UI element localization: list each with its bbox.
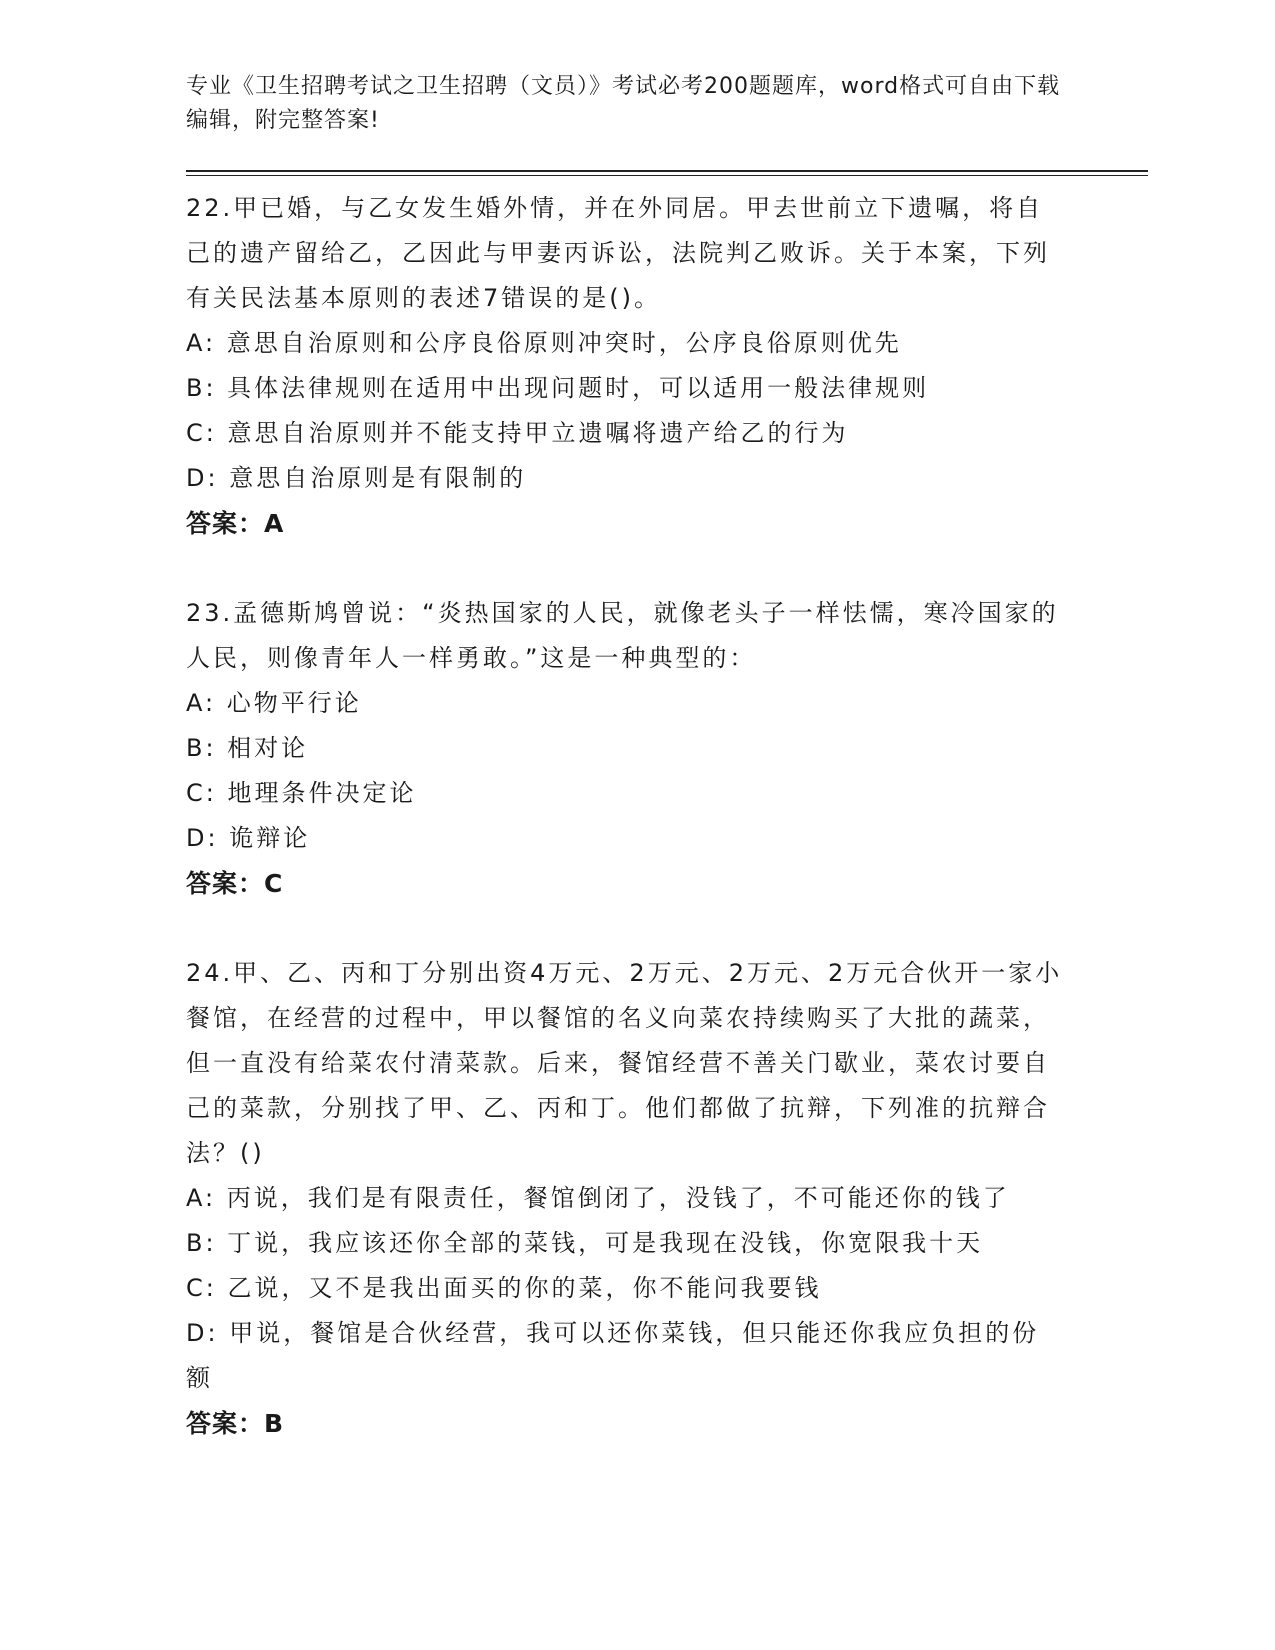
option-d: D: 意思自治原则是有限制的 [186,464,527,492]
option-d: D: 诡辩论 [186,824,311,852]
question-24 [186,951,1066,1446]
question-stem: 24.甲、乙、丙和丁分别出资4万元、2万元、2万元、2万元合伙开一家小餐馆，在经营的过程中，甲以餐馆的名义向菜农持续购买了大批的蔬菜，但一直没有给菜农付清菜款。后来，餐馆经营不善关门歇业，菜农讨要自己的菜款，分别找了甲、乙、丙和丁。他们都做了抗辩，下列准的抗辩合法？() [186,959,1063,1167]
document-page [186,70,1146,1446]
option-b: B: 丁说，我应该还你全部的菜钱，可是我现在没钱，你宽限我十天 [186,1229,984,1257]
option-a: A: 丙说，我们是有限责任，餐馆倒闭了，没钱了，不可能还你的钱了 [186,1184,1010,1212]
answer: 答案：A [186,509,285,538]
option-c: C: 意思自治原则并不能支持甲立遗嘱将遗产给乙的行为 [186,419,849,447]
question-stem: 22.甲已婚，与乙女发生婚外情，并在外同居。甲去世前立下遗嘱，将自己的遗产留给乙，乙因此与甲妻丙诉讼，法院判乙败诉。关于本案，下列有关民法基本原则的表述7错误的是()。 [186,194,1050,312]
answer: 答案：C [186,869,284,898]
option-c: C: 乙说，又不是我出面买的你的菜，你不能问我要钱 [186,1274,822,1302]
option-c: C: 地理条件决定论 [186,779,417,807]
spacer [186,546,1146,591]
option-b: B: 具体法律规则在适用中出现问题时，可以适用一般法律规则 [186,374,930,402]
question-stem: 23.孟德斯鸠曾说：“炎热国家的人民，就像老头子一样怯懦，寒冷国家的人民，则像青年人一样勇敢。”这是一种典型的： [186,599,1059,672]
header-divider [186,170,1148,176]
option-a: A: 心物平行论 [186,689,362,717]
option-b: B: 相对论 [186,734,309,762]
question-22 [186,186,1066,546]
spacer [186,906,1146,951]
document-header: 专业《卫生招聘考试之卫生招聘（文员）》考试必考200题题库，word格式可自由下载编辑，附完整答案! [186,74,1061,133]
option-a: A: 意思自治原则和公序良俗原则冲突时，公序良俗原则优先 [186,329,902,357]
answer: 答案：B [186,1409,285,1438]
question-23 [186,591,1066,906]
option-d: D: 甲说，餐馆是合伙经营，我可以还你菜钱，但只能还你我应负担的份额 [186,1319,1040,1392]
